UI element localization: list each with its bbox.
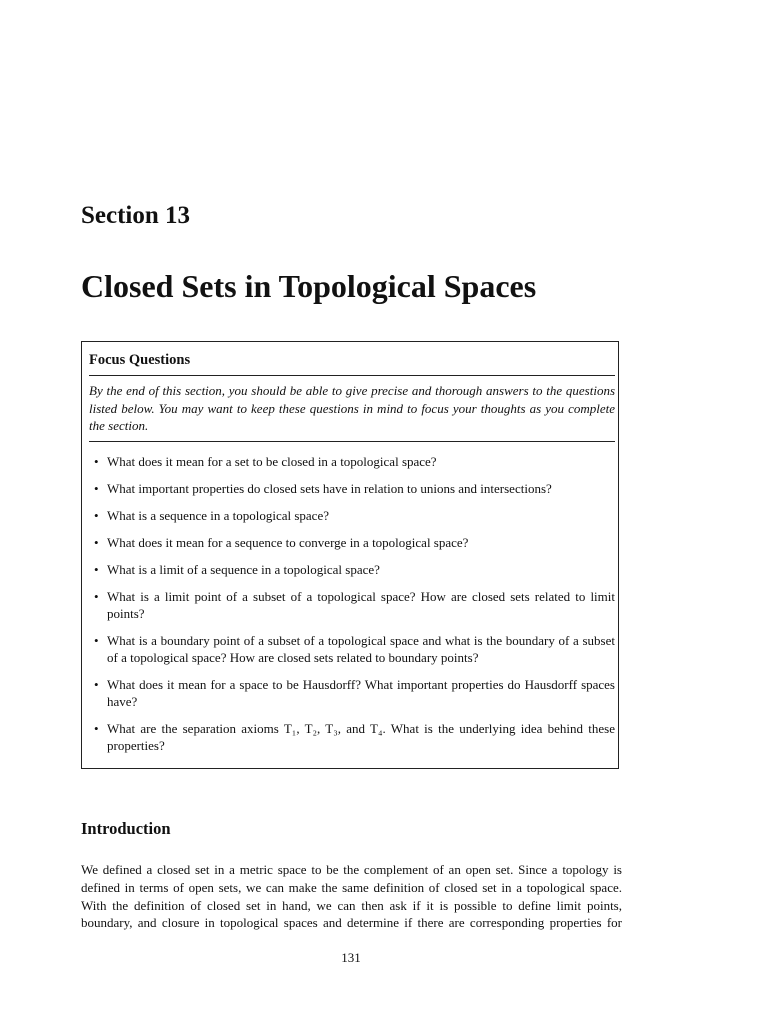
bullet-icon: •	[94, 721, 99, 736]
introduction-paragraph: We defined a closed set in a metric space to be the complement of an open set. Since a topology is defined in terms of open sets, we can make the same definition of closed set in a topological space. With the definition of closed set in hand, we can then ask if it is possible to define limit points, boundary, and closure in topological spaces and determine if there are corresponding properties for	[81, 862, 622, 931]
focus-heading-rule	[89, 375, 615, 376]
focus-questions-list	[89, 453, 615, 764]
focus-intro-rule	[89, 441, 615, 442]
focus-question	[89, 534, 615, 551]
focus-question-text: What does it mean for a set to be closed in a topological space?	[107, 454, 437, 469]
focus-question	[89, 632, 615, 666]
focus-question	[89, 507, 615, 524]
focus-question-text: What important properties do closed sets have in relation to unions and intersections?	[107, 481, 552, 496]
focus-question	[89, 720, 615, 754]
focus-question-text: What is a limit point of a subset of a topological space? How are closed sets related to limit points?	[107, 589, 615, 621]
bullet-icon: •	[94, 677, 99, 692]
bullet-icon: •	[94, 481, 99, 496]
page-number: 131	[341, 950, 361, 965]
section-label: Section 13	[81, 202, 191, 229]
chapter-title: Closed Sets in Topological Spaces	[81, 268, 537, 304]
focus-question-text: What does it mean for a space to be Hausdorff? What important properties do Hausdorff spaces have?	[107, 677, 615, 709]
bullet-icon: •	[94, 535, 99, 550]
focus-question-text: What are the separation axioms T₁, T₂, T₃, and T₄. What is the underlying idea behind these properties?	[107, 721, 615, 753]
introduction-heading: Introduction	[81, 819, 171, 838]
focus-question	[89, 588, 615, 622]
focus-question	[89, 561, 615, 578]
bullet-icon: •	[94, 562, 99, 577]
focus-question-text: What is a sequence in a topological space?	[107, 508, 329, 523]
focus-question-text: What does it mean for a sequence to converge in a topological space?	[107, 535, 469, 550]
bullet-icon: •	[94, 508, 99, 523]
focus-questions-box	[81, 341, 619, 769]
focus-question	[89, 453, 615, 470]
bullet-icon: •	[94, 589, 99, 604]
bullet-icon: •	[94, 454, 99, 469]
focus-questions-heading: Focus Questions	[89, 352, 191, 368]
focus-question	[89, 480, 615, 497]
focus-question	[89, 676, 615, 710]
focus-question-text: What is a limit of a sequence in a topological space?	[107, 562, 380, 577]
focus-questions-intro: By the end of this section, you should be able to give precise and thorough answers to the questions listed below. You may want to keep these questions in mind to focus your thoughts as you complete the section.	[89, 383, 615, 433]
bullet-icon: •	[94, 633, 99, 648]
focus-question-text: What is a boundary point of a subset of a topological space and what is the boundary of a subset of a topological space? How are closed sets related to boundary points?	[107, 633, 615, 665]
